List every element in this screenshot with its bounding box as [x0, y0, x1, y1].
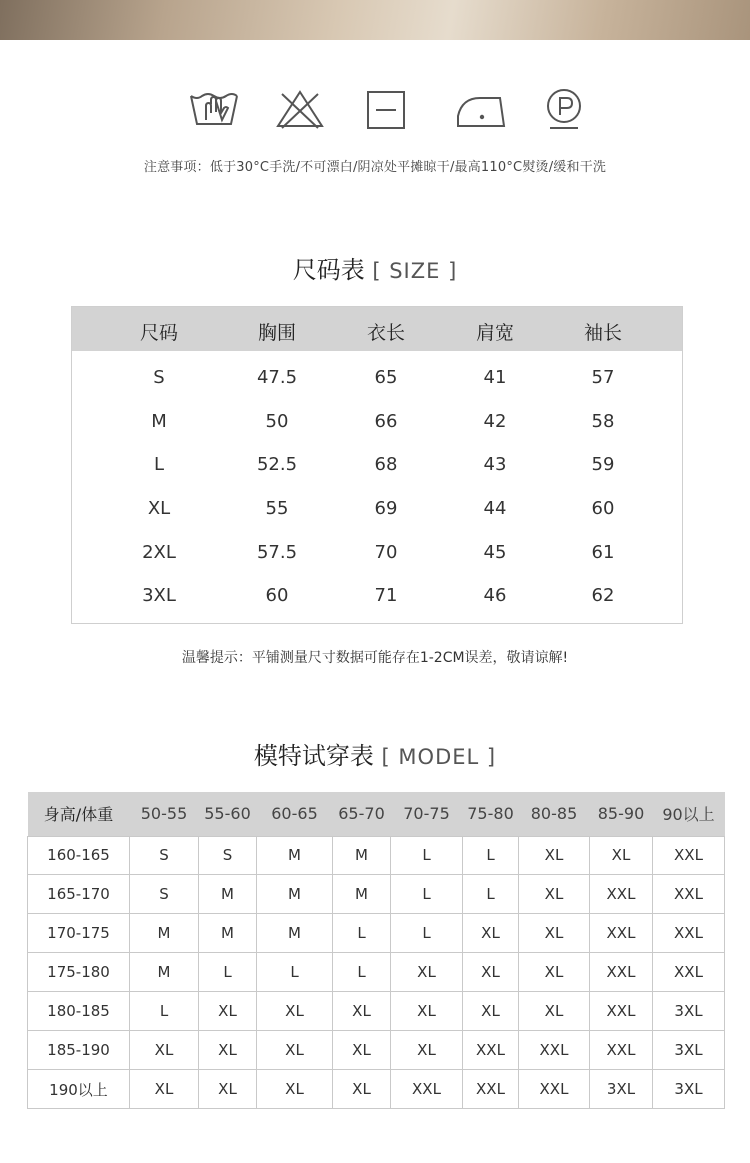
- size-table-row: [72, 531, 682, 575]
- model-size-cell: XL: [463, 953, 519, 992]
- model-height-cell: 190以上: [28, 1070, 130, 1109]
- care-icons: [0, 86, 750, 136]
- model-header-cell: 80-85: [530, 804, 578, 824]
- model-size-cell: XXL: [590, 953, 653, 992]
- model-size-cell: L: [391, 875, 463, 914]
- model-size-cell: L: [257, 953, 333, 992]
- model-table-row: [28, 953, 725, 992]
- model-size-cell: XL: [257, 1031, 333, 1070]
- iron-icon: [454, 86, 510, 132]
- size-cell: 57: [591, 367, 615, 388]
- size-cell: 71: [374, 585, 398, 607]
- model-size-cell: M: [257, 914, 333, 953]
- size-table-header: [72, 307, 682, 351]
- size-cell: XL: [147, 498, 171, 520]
- size-title-cn: 尺码表: [292, 256, 365, 284]
- size-cell: 44: [483, 498, 507, 520]
- model-size-cell: XXL: [519, 1070, 590, 1109]
- model-table: [27, 792, 725, 1109]
- model-table-row: [28, 1070, 725, 1109]
- model-size-cell: XXL: [590, 914, 653, 953]
- model-section-title: [0, 736, 750, 771]
- product-photo-strip: [0, 0, 750, 40]
- size-cell: 59: [591, 454, 615, 476]
- size-cell: 65: [374, 367, 398, 388]
- size-cell: 60: [591, 498, 615, 520]
- model-size-cell: S: [130, 875, 199, 914]
- no-bleach-icon: [274, 86, 326, 132]
- model-header-cell: 70-75: [403, 804, 450, 824]
- model-header-cell: 65-70: [338, 804, 385, 824]
- model-size-cell: XL: [333, 1070, 391, 1109]
- flat-dry-icon: [360, 86, 412, 132]
- model-height-cell: 160-165: [28, 836, 130, 875]
- model-header-cell: 60-65: [271, 804, 318, 824]
- model-size-cell: XL: [199, 1031, 257, 1070]
- model-table-row: [28, 992, 725, 1031]
- model-size-cell: XL: [519, 836, 590, 875]
- model-size-cell: XXL: [653, 836, 725, 875]
- size-table-row: [72, 574, 682, 618]
- model-size-cell: M: [257, 836, 333, 875]
- size-table-row: [72, 356, 682, 400]
- model-size-cell: XL: [463, 992, 519, 1031]
- model-title-cn: 模特试穿表: [253, 742, 374, 770]
- model-size-cell: XXL: [590, 1031, 653, 1070]
- model-header-cell: 50-55: [140, 804, 188, 824]
- model-table-body: [28, 836, 725, 1109]
- size-cell: 45: [483, 541, 507, 563]
- size-title-en: [ SIZE ]: [372, 259, 458, 283]
- measurement-tip: 温馨提示：平铺测量尺寸数据可能存在1-2CM误差，敬请谅解!: [181, 650, 569, 666]
- model-size-cell: XL: [519, 992, 590, 1031]
- model-size-cell: L: [130, 992, 199, 1031]
- model-size-cell: L: [391, 914, 463, 953]
- size-cell: 47.5: [256, 367, 298, 388]
- size-table-row: [72, 400, 682, 444]
- model-size-cell: L: [333, 953, 391, 992]
- model-table-row: [28, 1031, 725, 1070]
- model-size-cell: XXL: [653, 914, 725, 953]
- model-size-cell: L: [333, 914, 391, 953]
- size-header-cell: 衣长: [366, 322, 406, 344]
- model-size-cell: XXL: [653, 875, 725, 914]
- model-header-cell: 90以上: [662, 805, 715, 825]
- size-cell: 62: [591, 585, 615, 607]
- model-size-cell: XL: [333, 1031, 391, 1070]
- model-size-cell: XL: [199, 992, 257, 1031]
- model-size-cell: XL: [519, 875, 590, 914]
- model-size-cell: XL: [391, 953, 463, 992]
- model-size-cell: XXL: [391, 1070, 463, 1109]
- size-table-row: [72, 443, 682, 487]
- model-size-cell: M: [199, 914, 257, 953]
- size-cell: 61: [591, 541, 615, 563]
- model-size-cell: XL: [391, 992, 463, 1031]
- model-height-cell: 185-190: [28, 1031, 130, 1070]
- model-header-cell: 85-90: [597, 804, 645, 824]
- model-size-cell: XL: [130, 1031, 199, 1070]
- model-size-cell: XL: [463, 914, 519, 953]
- size-cell: 50: [265, 410, 289, 432]
- size-cell: 52.5: [256, 454, 298, 476]
- model-size-cell: XL: [590, 836, 653, 875]
- model-size-cell: M: [333, 836, 391, 875]
- size-cell: 3XL: [142, 585, 176, 607]
- model-header-cell: 55-60: [204, 804, 251, 824]
- model-size-cell: M: [333, 875, 391, 914]
- size-table-row: [72, 487, 682, 531]
- model-table-row: [28, 875, 725, 914]
- size-cell: 55: [265, 498, 289, 520]
- model-height-cell: 165-170: [28, 875, 130, 914]
- model-size-cell: XL: [519, 914, 590, 953]
- size-cell: 57.5: [256, 541, 298, 563]
- size-cell: 41: [483, 367, 507, 388]
- model-size-cell: XL: [257, 1070, 333, 1109]
- size-header-cell: 胸围: [257, 322, 297, 344]
- model-size-cell: 3XL: [590, 1070, 653, 1109]
- model-size-cell: XL: [391, 1031, 463, 1070]
- model-size-cell: XXL: [463, 1070, 519, 1109]
- model-size-cell: S: [199, 836, 257, 875]
- model-size-cell: M: [130, 953, 199, 992]
- size-cell: 68: [374, 454, 398, 476]
- model-size-cell: 3XL: [653, 1070, 725, 1109]
- size-header-cell: 袖长: [583, 322, 623, 344]
- model-size-cell: L: [391, 836, 463, 875]
- model-size-cell: L: [463, 875, 519, 914]
- model-size-cell: S: [130, 836, 199, 875]
- model-size-cell: XXL: [653, 953, 725, 992]
- model-title-en: [ MODEL ]: [381, 745, 497, 769]
- size-cell: S: [153, 367, 165, 388]
- model-size-cell: M: [257, 875, 333, 914]
- model-table-row: [28, 836, 725, 875]
- model-height-cell: 170-175: [28, 914, 130, 953]
- size-cell: L: [153, 454, 165, 476]
- model-height-cell: 180-185: [28, 992, 130, 1031]
- size-table-body: [72, 351, 682, 618]
- model-header-cell: 75-80: [467, 804, 514, 824]
- size-header-cell: 肩宽: [475, 322, 515, 344]
- model-size-cell: XL: [519, 953, 590, 992]
- size-header-cell: 尺码: [139, 322, 179, 344]
- model-size-cell: 3XL: [653, 1031, 725, 1070]
- model-size-cell: XL: [333, 992, 391, 1031]
- model-size-cell: 3XL: [653, 992, 725, 1031]
- model-size-cell: XL: [199, 1070, 257, 1109]
- model-table-row: [28, 914, 725, 953]
- model-table-header: [28, 792, 725, 836]
- size-cell: 66: [374, 410, 398, 432]
- model-size-cell: XXL: [463, 1031, 519, 1070]
- model-size-cell: M: [130, 914, 199, 953]
- size-cell: 70: [374, 541, 398, 563]
- model-height-cell: 175-180: [28, 953, 130, 992]
- size-cell: 42: [483, 410, 507, 432]
- dry-clean-p-icon: [540, 86, 592, 132]
- model-size-cell: L: [463, 836, 519, 875]
- model-size-cell: L: [199, 953, 257, 992]
- model-size-cell: XXL: [590, 875, 653, 914]
- model-size-cell: XL: [257, 992, 333, 1031]
- size-cell: 2XL: [142, 541, 176, 563]
- model-size-cell: XL: [130, 1070, 199, 1109]
- size-cell: 58: [591, 410, 615, 432]
- model-size-cell: M: [199, 875, 257, 914]
- care-instructions: 注意事项：低于30°C手洗/不可漂白/阴凉处平摊晾干/最高110°C熨烫/缓和干洗: [143, 160, 607, 175]
- size-cell: 43: [483, 454, 507, 476]
- size-table: [71, 306, 683, 624]
- model-size-cell: XXL: [590, 992, 653, 1031]
- hand-wash-icon: [188, 86, 240, 132]
- size-cell: 46: [483, 585, 507, 607]
- size-cell: M: [151, 410, 167, 432]
- model-size-cell: XXL: [519, 1031, 590, 1070]
- size-section-title: [0, 250, 750, 285]
- size-cell: 69: [374, 498, 398, 520]
- size-cell: 60: [265, 585, 289, 607]
- model-header-cell: 身高/体重: [43, 805, 114, 825]
